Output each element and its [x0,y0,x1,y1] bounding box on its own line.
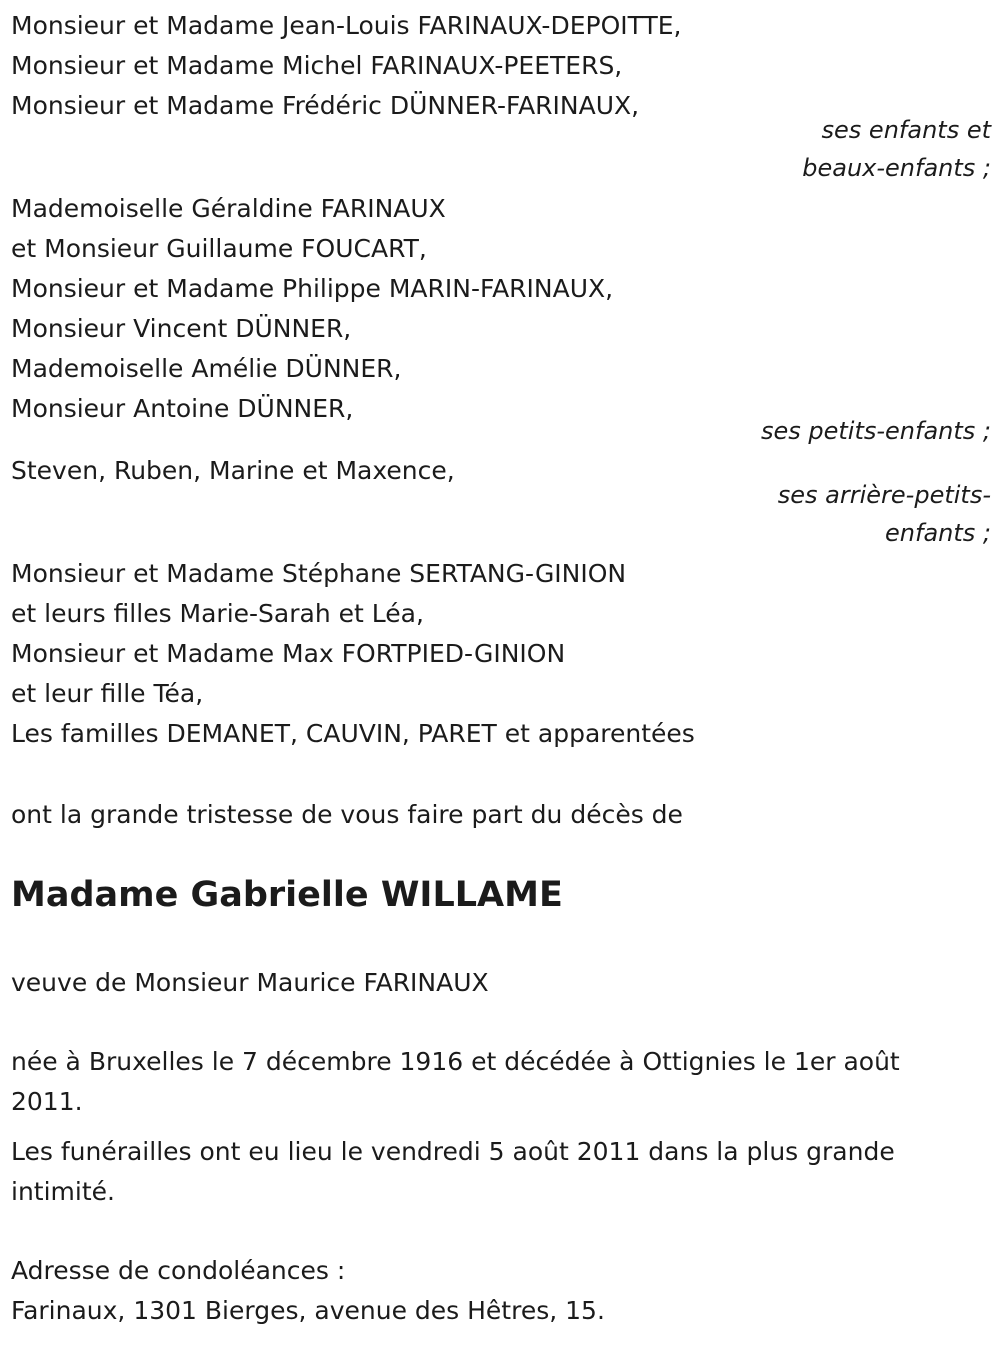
children-relation [11,111,991,187]
birth-death-text: née à Bruxelles le 7 décembre 1916 et décédée à Ottignies le 1er août 2011. [11,1047,900,1116]
family-member-line: Monsieur et Madame Frédéric DÜNNER-FARINAUX, [11,91,640,120]
family-member-line: Monsieur et Madame Stéphane SERTANG-GINION [11,559,627,588]
family-member-line: Monsieur et Madame Max FORTPIED-GINION [11,639,566,668]
condolences-label: Adresse de condoléances : [11,1256,346,1285]
funeral [11,1132,991,1212]
family-member-line: et leur fille Téa, [11,679,204,708]
relation-label: ses arrière-petits- [777,481,991,509]
relation-label: ses petits-enfants ; [760,417,991,445]
family-member-line: et leurs filles Marie-Sarah et Léa, [11,599,424,628]
condolences [11,1251,991,1331]
family-member-line: Monsieur et Madame Jean-Louis FARINAUX-DEPOITTE, [11,11,682,40]
announcement [11,795,991,835]
widow-of [11,963,991,1003]
birth-death [11,1042,991,1122]
funeral-text: Les funérailles ont eu lieu le vendredi 5 août 2011 dans la plus grande intimité. [11,1137,895,1206]
family-member-line: Monsieur et Madame Philippe MARIN-FARINAUX, [11,274,614,303]
deceased-name-heading: Madame Gabrielle WILLAME [11,875,563,915]
family-member-line: et Monsieur Guillaume FOUCART, [11,234,427,263]
announcement-text: ont la grande tristesse de vous faire part du décès de [11,800,683,829]
family-member-line: Monsieur et Madame Michel FARINAUX-PEETERS, [11,51,623,80]
family-member-line: Mademoiselle Géraldine FARINAUX [11,194,446,223]
relation-label: beaux-enfants ; [802,154,991,182]
great-grandchildren-relation [11,476,991,552]
family-member-line: Steven, Ruben, Marine et Maxence, [11,456,455,485]
deceased-name [11,873,991,917]
condolences-address: Farinaux, 1301 Bierges, avenue des Hêtres, 15. [11,1296,605,1325]
relation-label: enfants ; [885,519,991,547]
family-member-line: Les familles DEMANET, CAUVIN, PARET et apparentées [11,719,695,748]
family-member-line: Monsieur Antoine DÜNNER, [11,394,354,423]
grandchildren-group [11,189,991,429]
family-member-line: Mademoiselle Amélie DÜNNER, [11,354,402,383]
widow-of-text: veuve de Monsieur Maurice FARINAUX [11,968,489,997]
extended-family-group [11,554,991,754]
relation-label: ses enfants et [821,116,991,144]
grandchildren-relation [11,412,991,450]
children-group [11,6,991,126]
family-member-line: Monsieur Vincent DÜNNER, [11,314,352,343]
